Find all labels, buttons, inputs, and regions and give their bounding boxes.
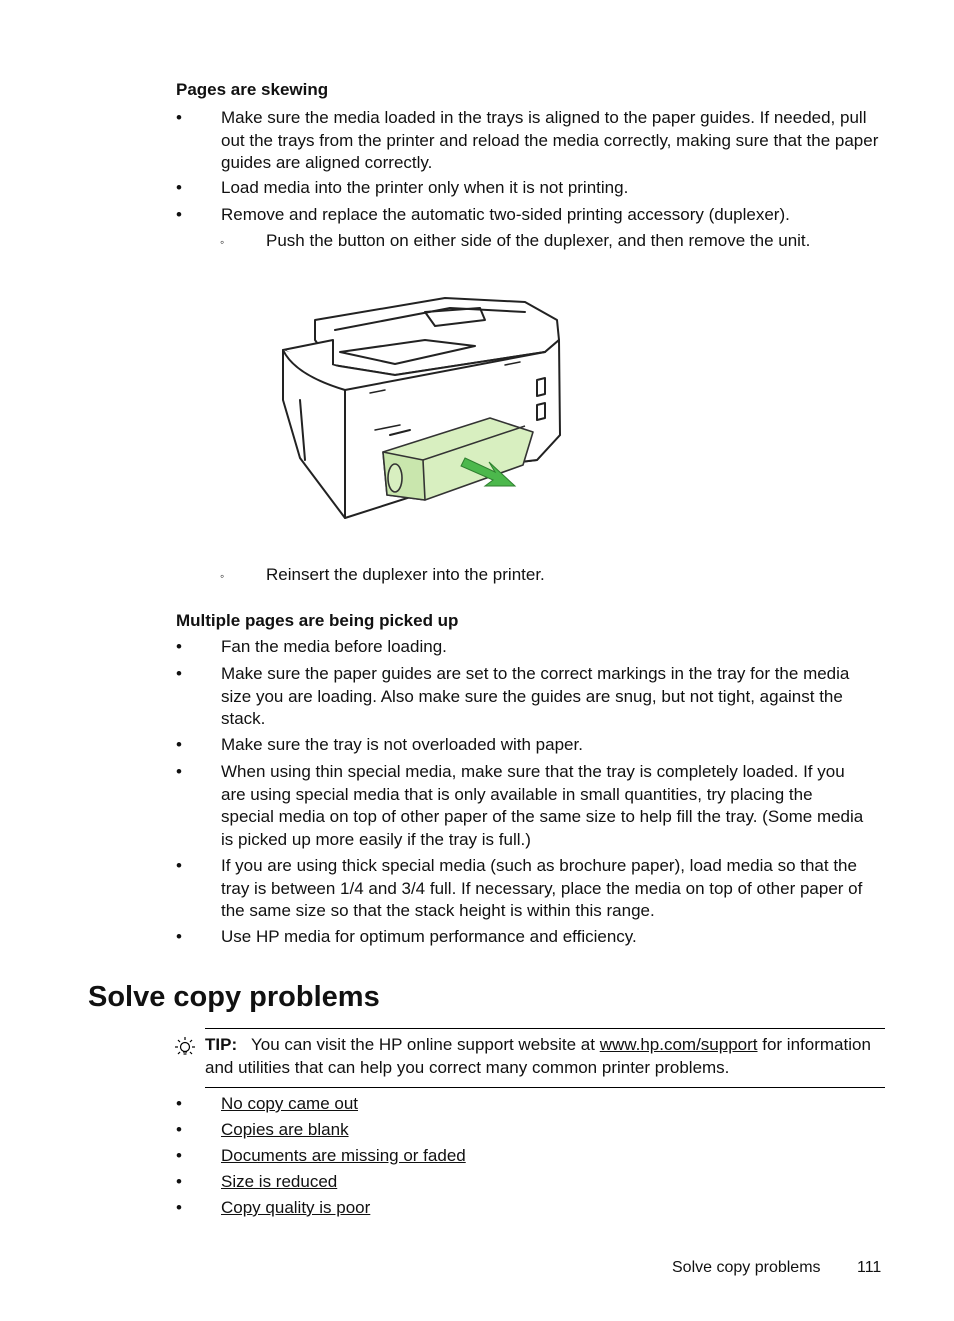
sub-list-item: Reinsert the duplexer into the printer. — [266, 565, 545, 584]
bullet-marker: • — [176, 178, 182, 197]
list-item: Fan the media before loading. — [221, 637, 447, 656]
heading-multiple-pages: Multiple pages are being picked up — [176, 611, 459, 630]
lightbulb-icon — [174, 1036, 196, 1060]
bullet-marker: • — [176, 1094, 182, 1113]
bullet-marker: • — [176, 1198, 182, 1217]
bullet-marker: • — [176, 1120, 182, 1139]
link-no-copy[interactable]: No copy came out — [221, 1094, 359, 1113]
printer-duplexer-illustration — [275, 290, 570, 522]
tip-box — [205, 1028, 885, 1088]
tip-text-after: for information and utilities that can help you correct many common printer problems. — [205, 1035, 871, 1077]
heading-pages-skewing: Pages are skewing — [176, 80, 329, 99]
bullet-marker: • — [176, 762, 182, 781]
list-item: Make sure the media loaded in the trays is aligned to the paper guides. If needed, pull out the trays from the printer and reload the media correctly, making sure that the paper guides are aligned correctly. — [221, 108, 879, 172]
footer-page-number: 111 — [857, 1259, 882, 1276]
list-item: Make sure the tray is not overloaded with paper. — [221, 735, 583, 754]
bullet-marker: • — [176, 735, 182, 754]
bullet-marker: • — [176, 1146, 182, 1165]
hp-support-link[interactable]: www.hp.com/support — [599, 1035, 758, 1054]
sub-list-item: Push the button on either side of the duplexer, and then remove the unit. — [266, 231, 811, 250]
tip-text — [205, 1034, 885, 1079]
list-item: Load media into the printer only when it is not printing. — [221, 178, 629, 197]
sub-bullet-marker: ◦ — [220, 235, 225, 249]
link-copy-quality[interactable]: Copy quality is poor — [221, 1198, 371, 1217]
bullet-marker: • — [176, 856, 182, 875]
bullet-marker: • — [176, 927, 182, 946]
sub-bullet-marker: ◦ — [220, 569, 225, 583]
bullet-marker: • — [176, 1172, 182, 1191]
tip-label: TIP: — [205, 1035, 238, 1054]
bullet-marker: • — [176, 205, 182, 224]
list-item: When using thin special media, make sure that the tray is completely loaded. If you are using special media that is only available in small quantities, try placing the special media on top of other paper of the same size to help fill the tray. (Some media is picked up more easily if the tray is full.) — [221, 762, 864, 849]
bullet-marker: • — [176, 664, 182, 683]
bullet-marker: • — [176, 108, 182, 127]
link-copies-blank[interactable]: Copies are blank — [221, 1120, 349, 1139]
link-documents-missing[interactable]: Documents are missing or faded — [221, 1146, 466, 1165]
list-item: Use HP media for optimum performance and efficiency. — [221, 927, 637, 946]
link-size-reduced[interactable]: Size is reduced — [221, 1172, 338, 1191]
list-item: Make sure the paper guides are set to the correct markings in the tray for the media size you are loading. Also make sure the guides are snug, but not tight, against the stack. — [221, 664, 850, 728]
bullet-marker: • — [176, 637, 182, 656]
section-title: Solve copy problems — [88, 981, 380, 1013]
tip-text-before: You can visit the HP online support website at — [250, 1035, 595, 1054]
footer-section: Solve copy problems — [672, 1259, 821, 1276]
list-item: If you are using thick special media (such as brochure paper), load media so that the tray is between 1/4 and 3/4 full. If necessary, place the media on top of other paper of the same size so that the stack height is within this range. — [221, 856, 863, 920]
list-item: Remove and replace the automatic two-sided printing accessory (duplexer). — [221, 205, 790, 224]
